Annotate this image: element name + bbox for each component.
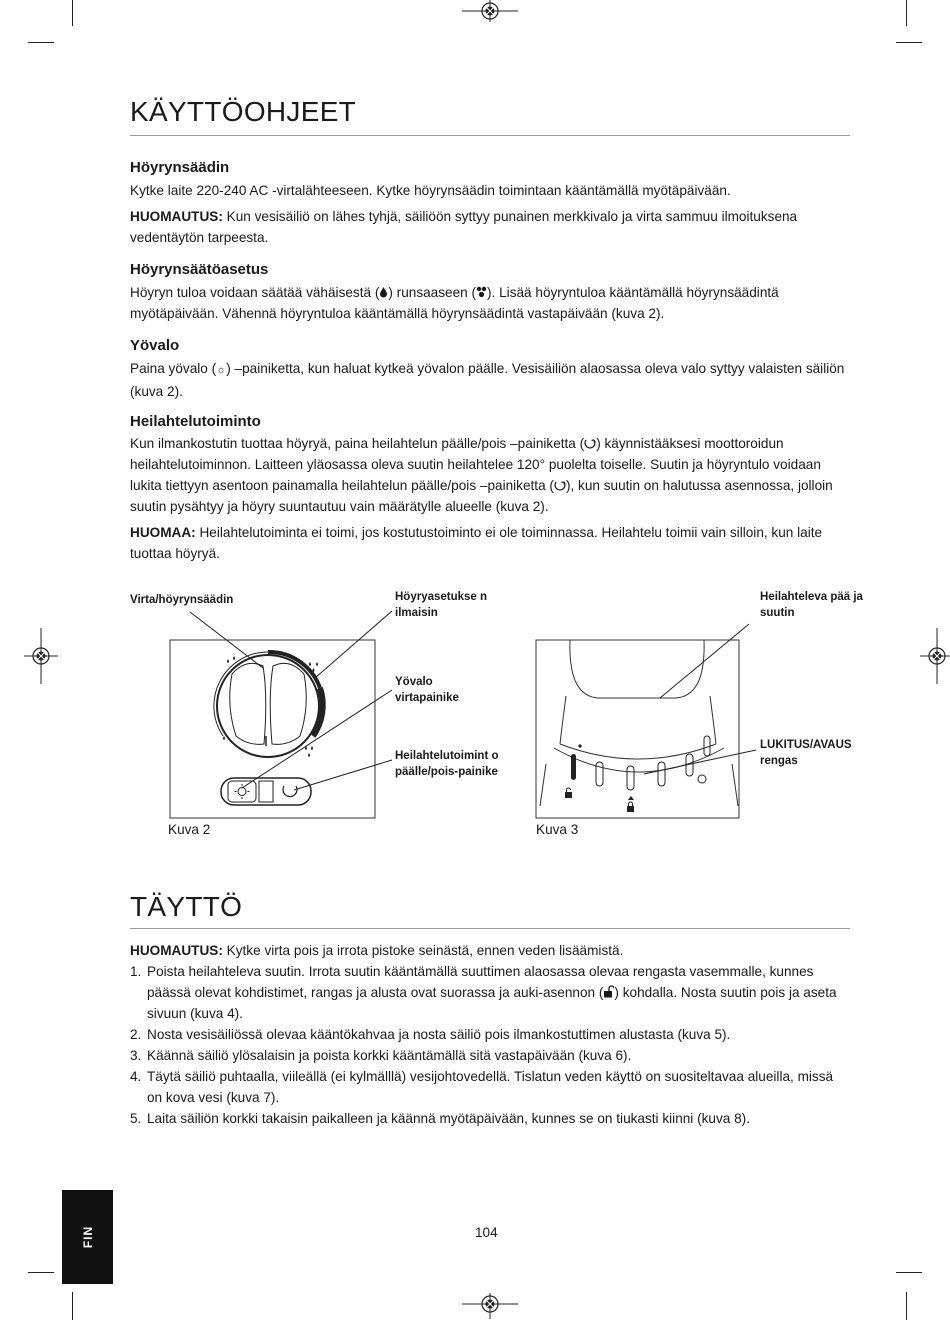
label-power-steam-control: Virta/höyrynsäädin <box>130 594 234 606</box>
registration-mark-icon <box>462 0 518 22</box>
step-text: Poista heilahteleva suutin. Irrota suutin kääntämällä suuttimen alaosassa olevaa rengasta vasemmalle, kunnes päässä olevat kohdistimet, rangas ja alusta ovat suorassa ja auki-asennon ( <box>147 964 814 1000</box>
title-rule <box>130 928 850 929</box>
label-steam-indicator: Höyryasetukse n ilmaisin <box>395 591 488 619</box>
step-text: Täytä säiliö puhtaalla, viileällä (ei kylmälllä) vesijohtovedellä. Tislatun veden käyttö on suositeltavaa alueilla, missä on kova vesi (kuva 7). <box>147 1069 834 1105</box>
label-nightlight-button: Yövalo virtapainike <box>395 676 459 704</box>
figure-3-nozzle-ring <box>534 596 760 821</box>
page-number: 104 <box>475 1225 498 1240</box>
step-number: 4. <box>130 1069 142 1084</box>
note-text: Kytke virta pois ja irrota pistoke seinästä, ennen veden lisäämistä. <box>222 943 624 958</box>
heading-heilahtelutoiminto: Heilahtelutoiminto <box>130 413 261 430</box>
crop-mark <box>906 0 907 26</box>
step-number: 5. <box>130 1111 142 1126</box>
crop-mark <box>906 1292 907 1320</box>
note-label: HUOMAA: <box>130 525 196 540</box>
crop-mark <box>896 1272 922 1273</box>
registration-mark-icon <box>24 628 58 684</box>
label-oscillation-button: Heilahtelutoimint o päälle/pois-painike <box>395 750 499 778</box>
note-text: Kun vesisäiliö on lähes tyhjä, säiliöön syttyy punainen merkkivalo ja virta sammuu ilmoituksena vedentäytön tarpeesta. <box>130 209 798 245</box>
note-label: HUOMAUTUS: <box>130 943 223 958</box>
caption-figure-2: Kuva 2 <box>168 822 211 837</box>
crop-mark <box>896 42 922 43</box>
paragraph-text: ), kun suutin on halutussa asennossa, jolloin suutin pysähtyy ja höyry suuntautuu vain määrätylle alueelle (kuva 2). <box>130 478 833 514</box>
oscillation-icon <box>554 480 566 491</box>
section-title-kayttoohjeet: KÄYTTÖOHJEET <box>130 96 357 127</box>
list-item <box>130 961 850 1024</box>
caption-figure-3: Kuva 3 <box>536 822 579 837</box>
paragraph-text: Kytke laite 220-240 AC -virtalähteeseen. Kytke höyrynsäädin toimintaan kääntämällä myötäpäivään. <box>130 183 731 198</box>
list-item <box>130 1045 850 1066</box>
step-text: Nosta vesisäiliössä olevaa kääntökahvaa ja nosta säiliö pois ilmankostuttimen alustasta (kuva 5). <box>147 1027 731 1042</box>
step-text: Laita säiliön korkki takaisin paikalleen ja käännä myötäpäivään, kunnes se on tiukasti kiinni (kuva 8). <box>147 1111 750 1126</box>
heading-hoyrynsaatoasetus: Höyrynsäätöasetus <box>130 261 269 278</box>
language-tab-label: FIN <box>80 1225 95 1249</box>
paragraph-text: ) käynnistääksesi moottoroidun heilahtelutoiminnon. Laitteen yläosassa oleva suutin heilahtelee 120° puolelta toiselle. Suutin ja höyryntulo voidaan lukita tiettyyn asentoon painamalla heilahtelun päälle/pois –painiketta ( <box>130 436 821 493</box>
paragraph-yovalo <box>130 358 855 402</box>
note-hoyrynsaadin <box>130 206 855 248</box>
step-number: 2. <box>130 1027 142 1042</box>
heading-yovalo: Yövalo <box>130 337 180 354</box>
crop-mark <box>28 42 54 43</box>
crop-mark <box>28 1272 54 1273</box>
note-taytto <box>130 940 855 961</box>
unlock-icon <box>603 985 614 998</box>
sun-icon: ☼ <box>216 364 227 376</box>
section-title-taytto: TÄYTTÖ <box>130 891 243 922</box>
paragraph-heilahtelutoiminto <box>130 433 855 517</box>
label-lock-ring: LUKITUS/AVAUS rengas <box>760 739 852 767</box>
paragraph-text: ). Lisää höyryntuloa kääntämällä höyrynsäädintä myötäpäivään. Vähennä höyryntuloa kääntämällä höyrynsäädintä vastapäivään (kuva 2). <box>130 285 779 321</box>
paragraph-text: ) runsaaseen ( <box>388 285 477 300</box>
paragraph-text: ) –painiketta, kun haluat kytkeä yövalon päälle. Vesisäiliön alaosassa oleva valo syttyy valaisten säiliön (kuva 2). <box>130 361 845 399</box>
filling-steps-list <box>130 961 850 1129</box>
list-item <box>130 1024 850 1045</box>
figure-2-control-panel <box>168 596 400 821</box>
label-oscillating-nozzle: Heilahteleva pää ja suutin <box>760 591 863 619</box>
list-item <box>130 1108 850 1129</box>
note-heilahtelutoiminto <box>130 522 855 564</box>
oscillation-icon <box>584 438 596 449</box>
crop-mark <box>72 0 73 26</box>
note-label: HUOMAUTUS: <box>130 209 223 224</box>
note-text: Heilahtelutoiminta ei toimi, jos kostutustoiminto ei ole toiminnassa. Heilahtelu toimii vain silloin, kun laite tuottaa höyryä. <box>130 525 823 561</box>
title-rule <box>130 135 850 136</box>
paragraph-text: Höyryn tuloa voidaan säätää vähäisestä ( <box>130 285 380 300</box>
crop-mark <box>72 1292 73 1320</box>
heavy-steam-icon <box>476 286 487 298</box>
step-text: ) kohdalla. Nosta suutin pois ja aseta sivuun (kuva 4). <box>147 985 837 1021</box>
registration-mark-icon <box>462 1293 518 1319</box>
registration-mark-icon <box>920 628 950 684</box>
heading-hoyrynsaadin: Höyrynsäädin <box>130 159 230 176</box>
paragraph-text: Paina yövalo ( <box>130 361 217 376</box>
step-number: 1. <box>130 964 142 979</box>
paragraph-hoyrynsaadin <box>130 180 855 201</box>
step-number: 3. <box>130 1048 142 1063</box>
paragraph-text: Kun ilmankostutin tuottaa höyryä, paina heilahtelun päälle/pois –painiketta ( <box>130 436 585 451</box>
list-item <box>130 1066 850 1108</box>
language-tab <box>62 1190 113 1284</box>
paragraph-hoyrynsaatoasetus <box>130 282 855 324</box>
step-text: Käännä säiliö ylösalaisin ja poista korkki kääntämällä sitä vastapäivään (kuva 6). <box>147 1048 632 1063</box>
